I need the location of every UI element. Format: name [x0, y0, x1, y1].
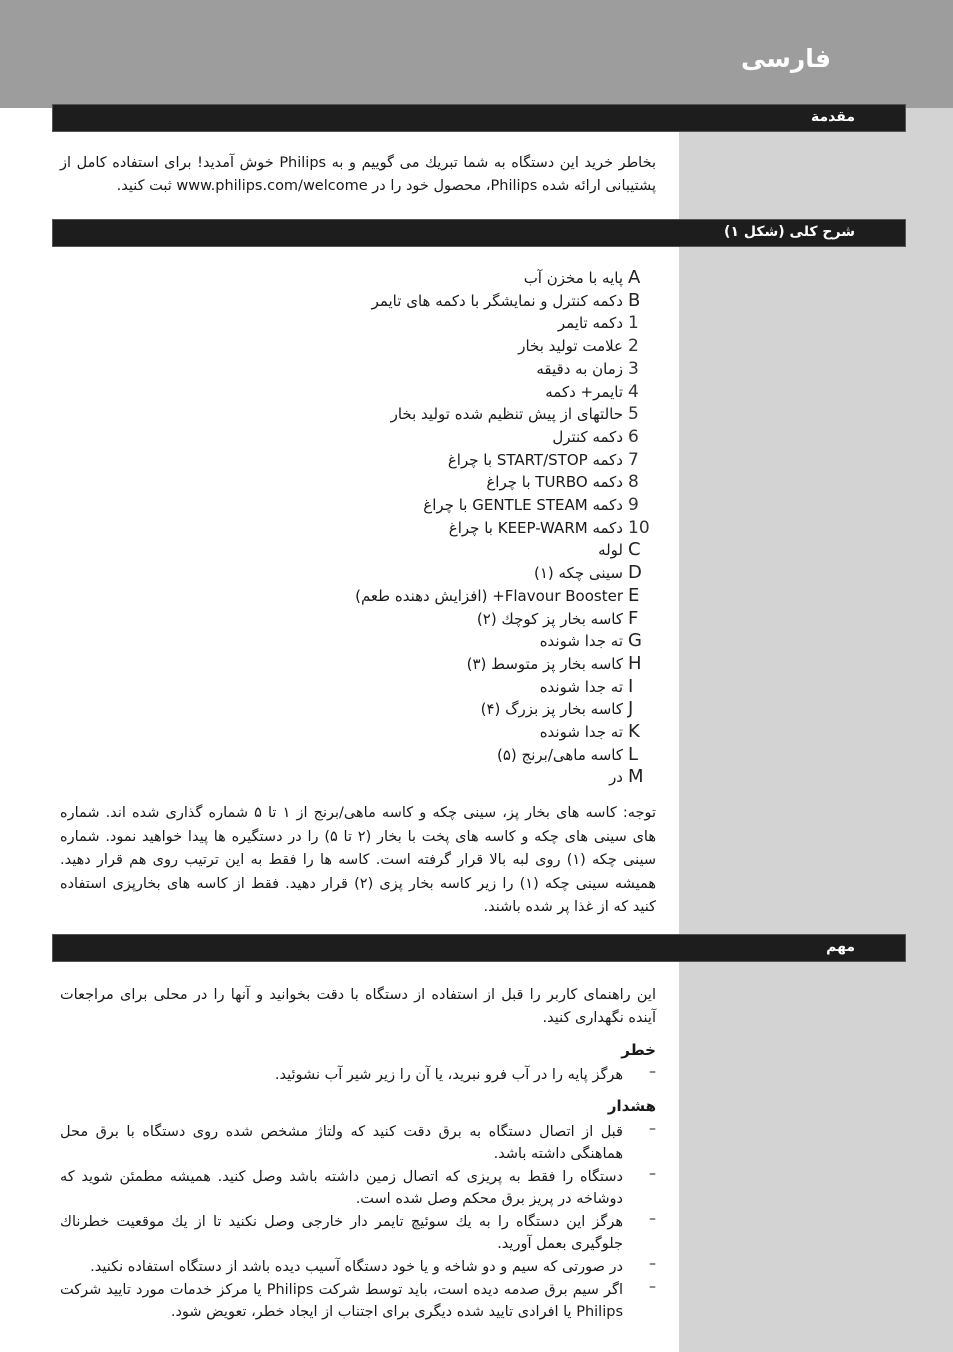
- danger-item: [60, 1064, 656, 1086]
- overview-item: [300, 653, 660, 675]
- overview-item-text: ته جدا شونده: [539, 723, 623, 741]
- overview-item-key: 1: [628, 313, 639, 334]
- danger-item-text: هرگز پایه را در آب فرو نبرید، یا آن را زیر شیر آب نشوئید.: [274, 1067, 623, 1083]
- overview-item-key: 6: [628, 426, 639, 447]
- warning-item-text: در صورتی که سیم و دو شاخه و یا خود دستگاه آسیب دیده باشد از دستگاه استفاده نکنید.: [90, 1259, 623, 1275]
- right-margin-panel: [679, 108, 953, 1352]
- overview-item-text: دکمه کنترل: [552, 427, 623, 446]
- overview-item: [300, 312, 660, 334]
- warning-item: [60, 1211, 656, 1255]
- warning-item: [60, 1166, 656, 1210]
- overview-item-text: دكمه كنترل و نمایشگر با دكمه های تایمر: [371, 291, 623, 310]
- overview-item-text: پایه با مخزن آب: [523, 269, 623, 287]
- overview-item: [300, 449, 660, 471]
- overview-item-key: 8: [628, 472, 639, 493]
- overview-item: [300, 721, 660, 743]
- warning-item-text: دستگاه را فقط به پریزی که اتصال زمین داشته باشد وصل كنید. همیشه مطمئن شوید که دوشاخه در پریز برق محكم وصل شده است.: [60, 1169, 623, 1207]
- section-header-intro: [52, 104, 906, 132]
- overview-item-text: دكمه START/STOP با چراغ: [447, 450, 623, 469]
- overview-item-text: ته جدا شونده: [539, 677, 623, 696]
- bullet-dash: –: [649, 1279, 656, 1295]
- bullet-dash: –: [649, 1211, 656, 1227]
- warning-heading: هشدار: [607, 1097, 656, 1115]
- overview-item-key: 3: [628, 358, 639, 379]
- overview-item-key: F: [628, 607, 639, 629]
- overview-item-key: D: [628, 562, 642, 584]
- overview-item-key: E: [628, 584, 640, 606]
- overview-item-text: در: [609, 768, 623, 787]
- warning-item: [60, 1279, 656, 1323]
- overview-item-text: تایمر+ دكمه: [545, 382, 623, 401]
- section-title-intro: مقدمة: [811, 109, 855, 125]
- overview-item-key: J: [628, 698, 634, 720]
- overview-item: [300, 744, 660, 766]
- bullet-dash: –: [649, 1256, 656, 1272]
- overview-item: [300, 517, 660, 539]
- overview-item-text: دكمه TURBO با چراغ: [486, 473, 623, 492]
- warning-item: [60, 1256, 656, 1278]
- section-title-important: مهم: [826, 939, 855, 955]
- overview-item: [300, 267, 660, 289]
- section-header-overview: [52, 219, 906, 247]
- overview-item-key: K: [628, 721, 640, 742]
- overview-item-key: 9: [628, 495, 639, 515]
- overview-item: [300, 358, 660, 380]
- overview-item-key: 2: [628, 336, 639, 357]
- overview-item-key: I: [628, 675, 634, 697]
- overview-item-text: کاسه بخار پز بزرگ (۴): [480, 700, 623, 719]
- overview-item-text: زمان به دقیقه: [536, 359, 623, 378]
- overview-item-key: C: [628, 539, 641, 561]
- overview-item-text: دكمه KEEP-WARM با چراغ: [448, 518, 623, 537]
- overview-item: [300, 562, 660, 584]
- overview-item-text: دكمه GENTLE STEAM با چراغ: [423, 496, 623, 514]
- overview-item-text: سینی چکه (۱): [533, 564, 623, 583]
- overview-item-key: M: [628, 766, 644, 788]
- overview-item-key: 7: [628, 449, 639, 470]
- overview-item-text: علامت تولید بخار: [518, 337, 623, 356]
- overview-item: [300, 766, 660, 788]
- overview-item-text: ته جدا شونده: [539, 632, 623, 651]
- section-title-overview: شرح کلی (شکل ۱): [724, 224, 855, 240]
- danger-heading: خطر: [621, 1041, 656, 1059]
- warning-item-text: هرگز این دستگاه را به یك سوئیچ تایمر دار خارجی وصل نكنید تا از یك موقعیت خطرناك جلوگیری بعمل آورید.: [60, 1214, 623, 1252]
- intro-paragraph: بخاطر خرید این دستگاه به شما تبریك می گوییم و به Philips خوش آمدید! برای استفاده كامل از پشتیبانی ارائه شده Philips، محصول خود را در www.philips.com/welcome ثبت کنید.: [60, 155, 656, 194]
- warning-item-text: اگر سیم برق صدمه دیده است، باید توسط شرکت Philips یا مركز خدمات مورد تایید شركت Philips یا افرادی تایید شده دیگری برای اجتناب از ایجاد خطر، تعویض شود.: [60, 1282, 623, 1320]
- overview-item-key: A: [628, 267, 641, 288]
- overview-item-text: دکمه تایمر: [557, 314, 623, 333]
- language-title: فارسی: [740, 44, 831, 73]
- overview-item: [300, 290, 660, 312]
- overview-item-key: G: [628, 630, 642, 652]
- overview-note: توجه: کاسه های بخار پز، سینی چکه و كاسه ماهی/برنج از ۱ تا ۵ شماره گذاری شده اند. شماره های سینی های چکه و کاسه های پخت با بخار (۲ تا ۵) را در دستگیره ها پیدا خواهید نمود. شماره سینی چکه (۱) روی لبه بالا قرار گرفته است. کاسه ها را فقط به این ترتیب روی هم قرار دهید. همیشه سینی چکه (۱) را زیر کاسه بخار پزی (۲) قرار دهید. فقط از کاسه های بخارپزی استفاده کنید که از غذا پر شده باشند.: [60, 805, 657, 915]
- overview-item: [300, 426, 660, 448]
- bullet-dash: –: [649, 1064, 656, 1080]
- overview-item: [300, 539, 660, 561]
- overview-item: [300, 381, 660, 403]
- warning-item-text: قبل از اتصال دستگاه به برق دقت کنید که ولتاژ مشخص شده روی دستگاه با برق محل هماهنگی داشته باشد.: [60, 1124, 623, 1162]
- overview-item-key: H: [628, 652, 642, 674]
- overview-item-key: L: [628, 743, 639, 765]
- overview-item: [300, 630, 660, 652]
- overview-item-text: لوله: [598, 541, 623, 560]
- overview-item: [300, 698, 660, 720]
- overview-item-text: کاسه بخار پز کوچك (۲): [476, 609, 623, 628]
- important-paragraph: این راهنمای کاربر را قبل از استفاده از دستگاه با دقت بخوانید و آنها را در محلی برای مراجعات آینده نگهداری كنید.: [60, 987, 656, 1026]
- bullet-dash: –: [649, 1166, 656, 1182]
- overview-item-key: 5: [628, 404, 639, 425]
- overview-item-key: B: [628, 289, 641, 311]
- overview-item: [300, 471, 660, 493]
- overview-item: [300, 403, 660, 425]
- overview-item: [300, 494, 660, 516]
- overview-item-key: 4: [628, 381, 639, 402]
- overview-item: [300, 335, 660, 357]
- language-header-bar: [0, 0, 953, 108]
- warning-item: [60, 1121, 656, 1165]
- overview-item: [300, 585, 660, 607]
- overview-item-text: کاسه ماهی/برنج (۵): [496, 745, 623, 764]
- section-header-important: [52, 934, 906, 962]
- bullet-dash: –: [649, 1121, 656, 1137]
- overview-item: [300, 608, 660, 630]
- overview-item-text: حالتهای از پیش تنظیم شده تولید بخار: [390, 405, 623, 424]
- overview-item-text: کاسه بخار پز متوسط (۳): [466, 654, 623, 673]
- overview-item-key: 10: [628, 517, 650, 538]
- overview-item: [300, 676, 660, 698]
- overview-item-text: Flavour Booster+ (افزایش دهنده طعم): [355, 586, 623, 605]
